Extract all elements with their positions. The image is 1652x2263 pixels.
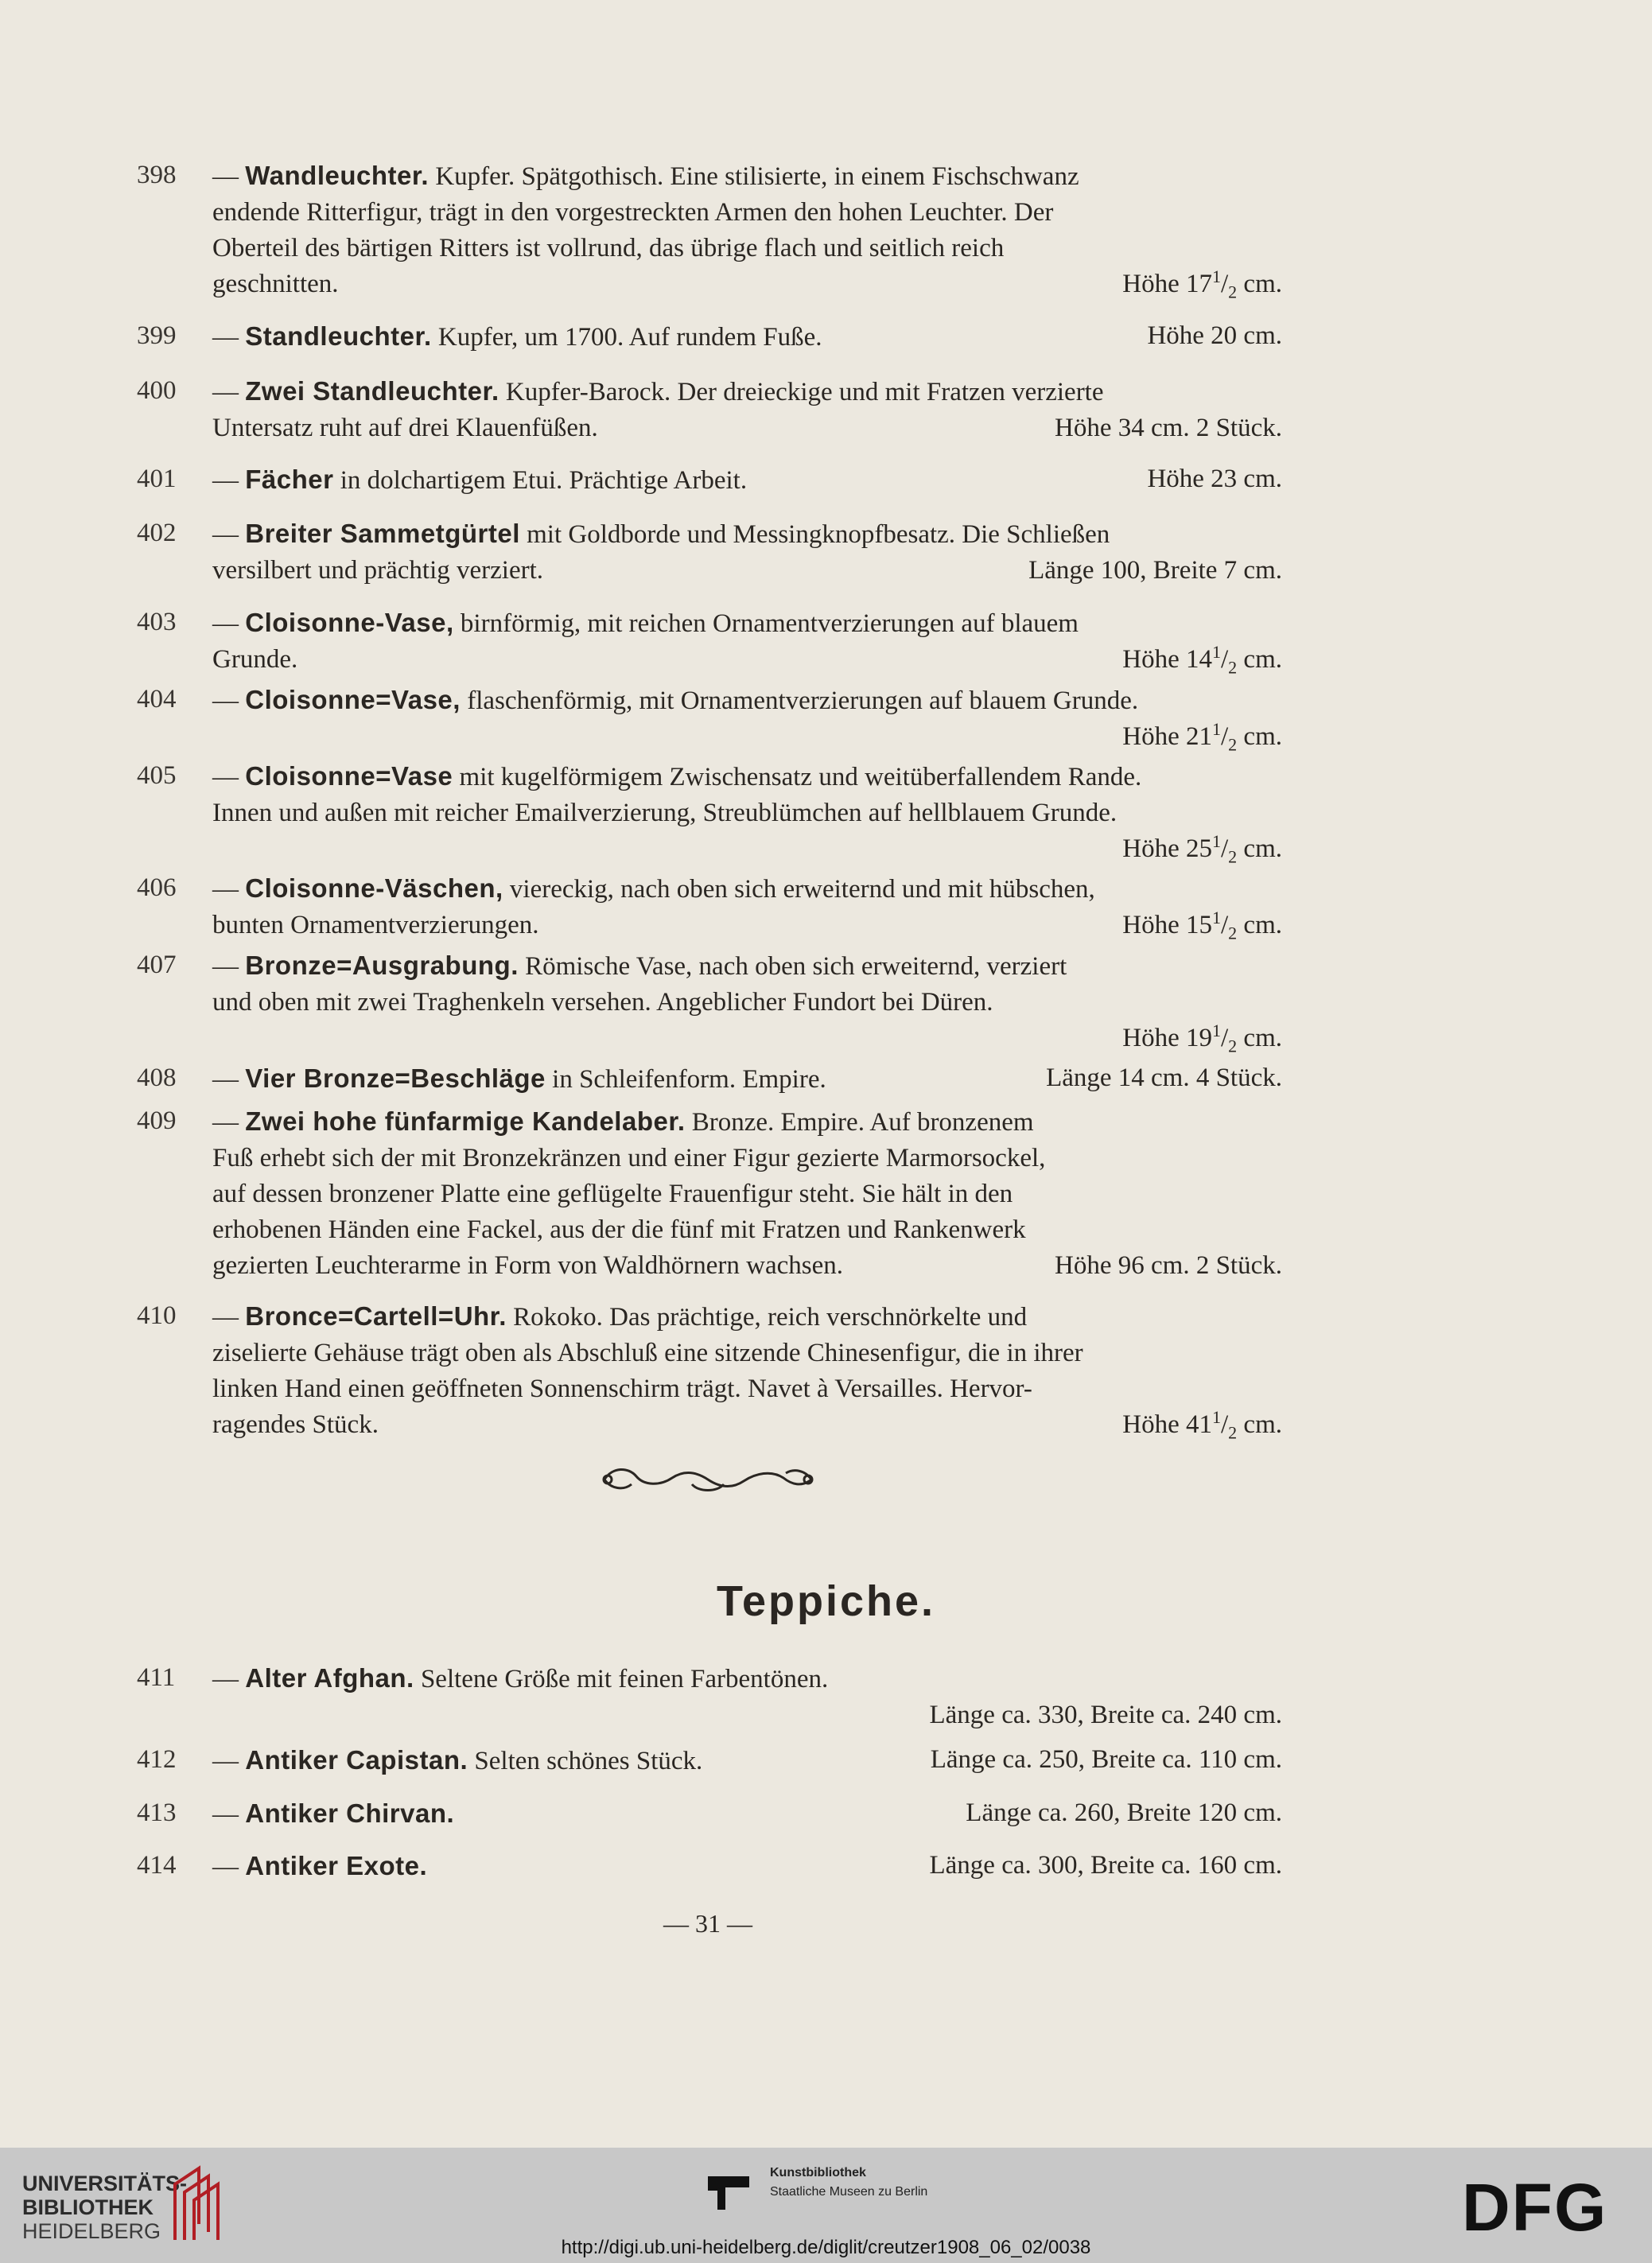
entry-text: viereckig, nach oben sich erweiternd und mit hübschen, (509, 875, 1095, 904)
catalog-entry-402 (137, 515, 1282, 589)
entry-measure: Länge ca. 260, Breite 120 cm. (966, 1798, 1282, 1827)
dash: — (212, 609, 239, 638)
entry-number: 406 (137, 873, 177, 902)
entry-title: Standleuchter. (245, 321, 432, 351)
entry-number: 410 (137, 1301, 177, 1330)
entry-text: auf dessen bronzener Platte eine geflügelte Frauenfigur steht. Sie hält in den (212, 1180, 1013, 1208)
dash: — (212, 1108, 239, 1137)
entry-number: 403 (137, 608, 177, 636)
catalog-entry-401 (137, 461, 1282, 499)
dash: — (212, 323, 239, 352)
entry-measure: Höhe 23 cm. (1147, 465, 1282, 493)
university-library-logo-icon (167, 2160, 231, 2248)
entry-text: gezierten Leuchterarme in Form von Waldhörnern wachsen. (212, 1251, 844, 1280)
entry-text: erhobenen Händen eine Fackel, aus der die fünf mit Fratzen und Rankenwerk (212, 1215, 1026, 1244)
entry-number: 407 (137, 951, 177, 979)
page-number: — 31 — (663, 1909, 752, 1938)
entry-title: Bronce=Cartell=Uhr. (245, 1301, 507, 1331)
entry-text: ragendes Stück. (212, 1410, 379, 1439)
entry-text: birnförmig, mit reichen Ornamentverzierungen auf blauem (460, 609, 1079, 638)
entry-number: 400 (137, 376, 177, 405)
entry-number: 411 (137, 1663, 176, 1692)
entry-number: 412 (137, 1745, 177, 1774)
entry-measure: Länge 100, Breite 7 cm. (1028, 556, 1282, 585)
catalog-entry-405 (137, 758, 1282, 867)
dash: — (212, 875, 239, 904)
dash: — (212, 1303, 239, 1332)
catalog-entry-406 (137, 870, 1282, 943)
entry-text: Grunde. (212, 645, 298, 674)
entry-measure: Höhe $15^1/_2$ cm. (1122, 908, 1282, 943)
entry-title: Vier Bronze=Beschläge (245, 1063, 546, 1093)
dash: — (212, 1665, 239, 1693)
university-library-logo-text: UNIVERSITÄTS- BIBLIOTHEK HEIDELBERG (22, 2172, 188, 2243)
catalog-entry-413 (137, 1795, 1282, 1833)
entry-number: 402 (137, 519, 177, 547)
dfg-logo: DFG (1462, 2170, 1608, 2245)
entry-title: Bronze=Ausgrabung. (245, 951, 519, 980)
entry-text: und oben mit zwei Traghenkeln versehen. Angeblicher Fundort bei Düren. (212, 988, 993, 1017)
entry-measure: Höhe 34 cm. 2 Stück. (1055, 414, 1282, 442)
catalog-entry-411 (137, 1660, 1282, 1733)
entry-text: Kupfer-Barock. Der dreieckige und mit Fratzen verzierte (505, 378, 1104, 406)
entry-text: versilbert und prächtig verziert. (212, 556, 543, 585)
source-url[interactable]: http://digi.ub.uni-heidelberg.de/diglit/creutzer1908_06_02/0038 (561, 2237, 1091, 2258)
catalog-entry-399 (137, 318, 1282, 356)
entry-text: mit Goldborde und Messingknopfbesatz. Die Schließen (527, 520, 1110, 549)
entry-number: 401 (137, 465, 177, 493)
entry-title: Cloisonne-Väschen, (245, 873, 503, 903)
entry-title: Wandleuchter. (245, 161, 430, 190)
catalog-entry-407 (137, 947, 1282, 1056)
entry-measure: Höhe $25^1/_2$ cm. (1122, 831, 1282, 867)
entry-text: Rokoko. Das prächtige, reich verschnörkelte und (513, 1303, 1028, 1332)
entry-text: Innen und außen mit reicher Emailverzierung, Streublümchen auf hellblauem Grunde. (212, 799, 1118, 827)
entry-text: Selten schönes Stück. (474, 1747, 703, 1775)
entry-title: Cloisonne=Vase, (245, 685, 461, 714)
entry-text: linken Hand einen geöffneten Sonnenschirm trägt. Navet à Versailles. Hervor- (212, 1375, 1032, 1403)
entry-measure: Höhe 96 cm. 2 Stück. (1055, 1251, 1282, 1280)
dash: — (212, 162, 239, 191)
entry-measure: Länge ca. 250, Breite ca. 110 cm. (930, 1745, 1282, 1774)
entry-text: Kupfer, um 1700. Auf rundem Fuße. (437, 323, 822, 352)
entry-text: Seltene Größe mit feinen Farbentönen. (420, 1665, 829, 1693)
entry-title: Fächer (245, 465, 334, 494)
entry-measure: Höhe 20 cm. (1147, 321, 1282, 350)
entry-number: 399 (137, 321, 177, 350)
entry-text: endende Ritterfigur, trägt in den vorgestreckten Armen den hohen Leuchter. Der (212, 198, 1054, 227)
entry-measure: Höhe $19^1/_2$ cm. (1122, 1021, 1282, 1056)
decorative-ornament-icon (597, 1460, 819, 1499)
entry-measure: Länge ca. 300, Breite ca. 160 cm. (929, 1851, 1282, 1880)
entry-measure: Länge 14 cm. 4 Stück. (1046, 1063, 1282, 1092)
entry-number: 404 (137, 685, 177, 714)
catalog-entry-398 (137, 157, 1282, 302)
entry-number: 413 (137, 1798, 177, 1827)
dash: — (212, 763, 239, 791)
kunstbibliothek-logo-icon (702, 2168, 759, 2216)
entry-text: bunten Ornamentverzierungen. (212, 911, 539, 939)
entry-text: in dolchartigem Etui. Prächtige Arbeit. (340, 466, 748, 495)
entry-title: Cloisonne=Vase (245, 761, 453, 791)
dash: — (212, 378, 239, 406)
entry-number: 398 (137, 161, 177, 189)
entry-title: Cloisonne-Vase, (245, 608, 454, 637)
entry-title: Zwei Standleuchter. (245, 376, 499, 406)
entry-title: Antiker Exote. (245, 1851, 428, 1880)
entry-title: Breiter Sammetgürtel (245, 519, 520, 548)
entry-title: Antiker Capistan. (245, 1745, 468, 1775)
entry-text: Römische Vase, nach oben sich erweiternd, verziert (525, 952, 1067, 981)
dash: — (212, 520, 239, 549)
dash: — (212, 1747, 239, 1775)
kunstbibliothek-text: Kunstbibliothek Staatliche Museen zu Berlin (770, 2166, 928, 2199)
catalog-entry-414 (137, 1848, 1282, 1885)
entry-text: Fuß erhebt sich der mit Bronzekränzen und einer Figur gezierte Marmorsockel, (212, 1144, 1046, 1172)
entry-text: Kupfer. Spätgothisch. Eine stilisierte, in einem Fischschwanz (435, 162, 1079, 191)
entry-number: 414 (137, 1851, 177, 1880)
entry-measure: Höhe $14^1/_2$ cm. (1122, 642, 1282, 678)
entry-measure: Höhe $17^1/_2$ cm. (1122, 266, 1282, 302)
entry-text: Untersatz ruht auf drei Klauenfüßen. (212, 414, 598, 442)
entry-text: Bronze. Empire. Auf bronzenem (691, 1108, 1034, 1137)
digitization-footer (0, 2148, 1652, 2263)
catalog-entry-408 (137, 1060, 1282, 1098)
dash: — (212, 1853, 239, 1881)
entry-title: Zwei hohe fünfarmige Kandelaber. (245, 1106, 686, 1136)
entry-title: Alter Afghan. (245, 1663, 414, 1693)
entry-text: flaschenförmig, mit Ornamentverzierungen auf blauem Grunde. (467, 686, 1139, 715)
entry-text: mit kugelförmigem Zwischensatz und weitüberfallendem Rande. (459, 763, 1142, 791)
entry-measure: Länge ca. 330, Breite ca. 240 cm. (929, 1701, 1282, 1729)
section-heading: Teppiche. (716, 1577, 936, 1625)
dash: — (212, 686, 239, 715)
catalog-entry-404 (137, 682, 1282, 755)
entry-text: geschnitten. (212, 270, 339, 298)
dash: — (212, 952, 239, 981)
catalog-entry-412 (137, 1742, 1282, 1779)
catalog-entry-403 (137, 605, 1282, 678)
dash: — (212, 1065, 239, 1094)
dash: — (212, 466, 239, 495)
entry-title: Antiker Chirvan. (245, 1798, 455, 1828)
dash: — (212, 1800, 239, 1829)
catalog-entry-409 (137, 1103, 1282, 1284)
catalog-entry-410 (137, 1298, 1282, 1443)
entry-number: 405 (137, 761, 177, 790)
entry-number: 409 (137, 1106, 177, 1135)
entry-measure: Höhe $21^1/_2$ cm. (1122, 719, 1282, 755)
entry-measure: Höhe $41^1/_2$ cm. (1122, 1407, 1282, 1443)
entry-text: in Schleifenform. Empire. (552, 1065, 826, 1094)
catalog-entry-400 (137, 373, 1282, 446)
entry-number: 408 (137, 1063, 177, 1092)
entry-text: Oberteil des bärtigen Ritters ist vollrund, das übrige flach und seitlich reich (212, 234, 1005, 262)
entry-text: ziselierte Gehäuse trägt oben als Abschluß eine sitzende Chinesenfigur, die in ihrer (212, 1339, 1083, 1367)
